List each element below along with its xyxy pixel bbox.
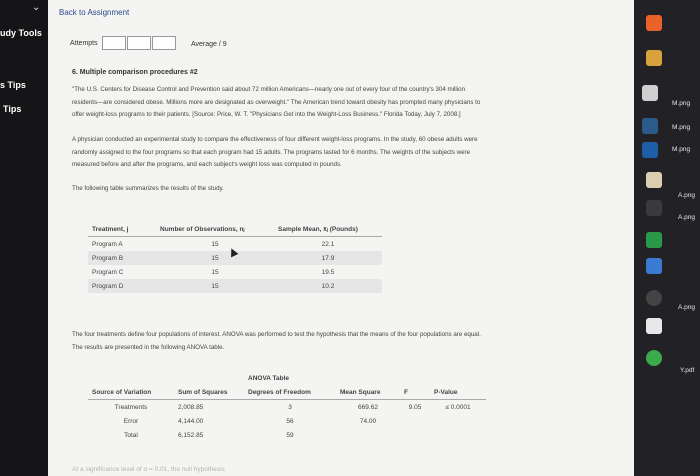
chevron-down-icon[interactable]: ⌄ xyxy=(32,2,41,13)
table-cell: 15 xyxy=(156,251,274,265)
table-row xyxy=(88,414,486,428)
text-line: randomly assigned to the four programs so that each program had 15 adults. The programs lasted for 6 months. The weights of the subjects were xyxy=(72,148,471,156)
table-cell: ≤ 0.0001 xyxy=(445,403,471,411)
table-cell xyxy=(400,428,430,442)
text-line: offer weight-loss programs to their patients. [Source: Price, W. T. "Physicians Get into the Weight-Loss Business." Florida Today, July 7, 2008.] xyxy=(72,111,461,118)
file-label[interactable]: A.png xyxy=(678,192,695,199)
table-cell: 15 xyxy=(211,268,219,276)
table-cell: 2,008.85 xyxy=(178,403,204,411)
dictionary-app-icon[interactable] xyxy=(646,50,662,66)
table-cell: 4,144.00 xyxy=(178,417,204,425)
anova-table-title: ANOVA Table xyxy=(248,375,290,382)
table-cell: 15 xyxy=(156,279,274,293)
cutoff-text: At a significance level of α = 0.01, the null hypothesis xyxy=(72,466,225,473)
paragraph-intro xyxy=(72,84,592,122)
file-label[interactable]: M.png xyxy=(672,100,691,107)
table-row xyxy=(88,279,382,293)
average-score: Average / 9 xyxy=(191,41,227,48)
table-cell: Program B xyxy=(88,251,156,265)
document-thumbnail-icon[interactable] xyxy=(642,118,658,134)
back-to-assignment-link[interactable]: Back to Assignment xyxy=(59,8,130,17)
file-label[interactable]: Y.pdf xyxy=(680,367,695,374)
text-line: residents—are considered obese. Millions more are designated as overweight." The American trend toward obesity has prompted many physicians to xyxy=(72,98,481,106)
table-cell xyxy=(430,428,486,442)
table-cell: 3 xyxy=(288,403,292,411)
file-label[interactable]: A.png xyxy=(678,214,695,221)
text-line: measured before and after the programs, and each subject's weight loss was computed in pounds. xyxy=(72,161,342,168)
text-line: The four treatments define four populations of interest. ANOVA was performed to test the hypothesis that the means of the four populations are equal. xyxy=(72,331,481,338)
table-cell: 56 xyxy=(286,417,294,425)
column-header: Degrees of Freedom xyxy=(244,385,336,400)
table-cell: 22.1 xyxy=(321,240,335,248)
table-cell: Total xyxy=(124,431,138,439)
text-line: "The U.S. Centers for Disease Control and Prevention said about 72 million Americans—nearly one out of every four of the country's 304 million xyxy=(72,86,466,93)
table-cell: Treatments xyxy=(114,403,148,411)
attempt-box xyxy=(127,36,151,50)
column-header: Number of Observations, nⱼ xyxy=(156,222,274,237)
table-cell: 669.62 xyxy=(358,403,378,411)
table-cell: Program A xyxy=(92,240,123,248)
document-thumbnail-icon[interactable] xyxy=(642,85,658,101)
table-cell: 10.2 xyxy=(274,279,382,293)
rss-icon[interactable] xyxy=(646,15,662,31)
file-label[interactable]: A.png xyxy=(678,304,695,311)
table-cell: 15 xyxy=(211,240,219,248)
file-label[interactable]: M.png xyxy=(672,146,691,153)
text-line: A physician conducted an experimental study to compare the effectiveness of four different weight-loss programs. In the study, 60 obese adults were xyxy=(72,136,478,143)
table-cell: 19.5 xyxy=(321,268,335,276)
desktop-icon-strip xyxy=(634,0,700,476)
table-cell: Program D xyxy=(88,279,156,293)
sidebar-item-tips-1[interactable]: s Tips xyxy=(0,80,26,90)
table-row xyxy=(88,428,486,442)
column-header: Treatment, j xyxy=(88,222,156,237)
table-cell: Program C xyxy=(92,268,124,276)
table-cell: 74.00 xyxy=(359,417,377,425)
column-header: P-Value xyxy=(430,385,486,400)
table-cell xyxy=(336,428,400,442)
column-header: Mean Square xyxy=(336,385,400,400)
table-row xyxy=(88,265,382,279)
notepad-icon[interactable] xyxy=(646,172,662,188)
question-title: 6. Multiple comparison procedures #2 xyxy=(72,69,198,76)
paragraph-table-intro: The following table summarizes the results of the study. xyxy=(72,185,224,192)
assignment-page xyxy=(48,0,634,476)
paragraph-study xyxy=(72,134,592,172)
table-row xyxy=(88,400,486,415)
table-cell xyxy=(430,414,486,428)
table-cell: Error xyxy=(123,417,139,425)
app-icon[interactable] xyxy=(646,350,662,366)
left-sidebar xyxy=(0,0,48,476)
sidebar-item-study-tools[interactable]: udy Tools xyxy=(0,28,42,38)
summary-table xyxy=(88,222,382,293)
attempt-box xyxy=(102,36,126,50)
text-line: The results are presented in the following ANOVA table. xyxy=(72,343,225,351)
file-label[interactable]: M.png xyxy=(672,124,691,131)
attempt-boxes xyxy=(102,36,177,50)
word-doc-icon[interactable] xyxy=(642,142,658,158)
table-cell: 17.9 xyxy=(274,251,382,265)
table-cell: 9.05 xyxy=(408,403,422,411)
column-header: Source of Variation xyxy=(88,385,174,400)
table-cell: 6,152.85 xyxy=(178,431,204,439)
app-icon[interactable] xyxy=(646,258,662,274)
column-header: Sample Mean, x̄ⱼ (Pounds) xyxy=(274,222,382,237)
attempt-box xyxy=(152,36,176,50)
google-drive-icon[interactable] xyxy=(646,232,662,248)
column-header: Sum of Squares xyxy=(174,385,244,400)
column-header: F xyxy=(400,385,430,400)
table-cell: 59 xyxy=(286,431,294,439)
app-icon[interactable] xyxy=(646,290,662,306)
anova-table xyxy=(88,385,486,442)
notes-icon[interactable] xyxy=(646,318,662,334)
sidebar-item-tips-2[interactable]: Tips xyxy=(3,104,22,114)
voice-app-icon[interactable] xyxy=(646,200,662,216)
paragraph-anova-intro xyxy=(72,329,592,354)
attempts-label: Attempts xyxy=(70,40,98,47)
table-cell xyxy=(400,414,430,428)
